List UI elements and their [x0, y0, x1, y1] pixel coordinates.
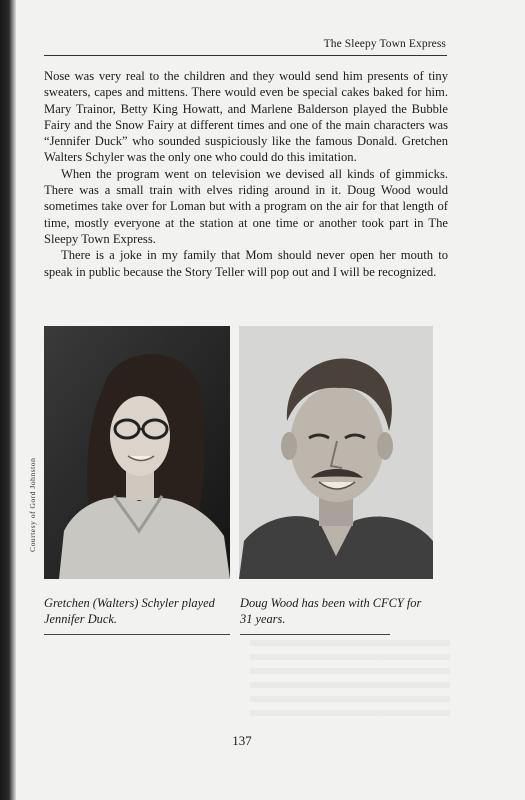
portrait-man-illustration	[239, 326, 433, 579]
body-text	[44, 68, 448, 280]
photo-credit: Courtesy of Gord Johnston	[28, 457, 37, 552]
running-head: The Sleepy Town Express	[323, 38, 446, 50]
paragraph-3: There is a joke in my family that Mom should never open her mouth to speak in public because the Story Teller will pop out and I will be recognized.	[44, 248, 448, 279]
photo-gretchen-schyler	[44, 326, 230, 579]
paragraph-1: Nose was very real to the children and they would send him presents of tiny sweaters, capes and mittens. There would even be special cakes baked for him. Mary Trainor, Betty King Howatt, and Marlene Balderson played the Bubble Fairy and the Snow Fairy at different times and one of the main characters was “Jennifer Duck” who sounded suspiciously like the famous Donald. Gretchen Walters Schyler was the only one who could do this imitation.	[44, 69, 448, 165]
portrait-woman-illustration	[44, 326, 230, 579]
caption-rule-right	[240, 634, 390, 635]
caption-rule-left	[44, 634, 230, 635]
caption-left: Gretchen (Walters) Schyler played Jennifer Duck.	[44, 596, 215, 626]
caption-right: Doug Wood has been with CFCY for 31 years.	[240, 596, 422, 626]
book-binding-shadow	[0, 0, 16, 800]
header-rule	[44, 55, 447, 56]
page-number: 137	[232, 733, 252, 748]
paragraph-2: When the program went on television we devised all kinds of gimmicks. There was a small train with elves riding around in it. Doug Wood would sometimes take over for Loman but with a program on the air for that length of time, mostly everyone at the station at one time or another took part in The Sleepy Town Express.	[44, 166, 448, 246]
photo-doug-wood	[239, 326, 433, 579]
show-through-text	[250, 640, 450, 720]
